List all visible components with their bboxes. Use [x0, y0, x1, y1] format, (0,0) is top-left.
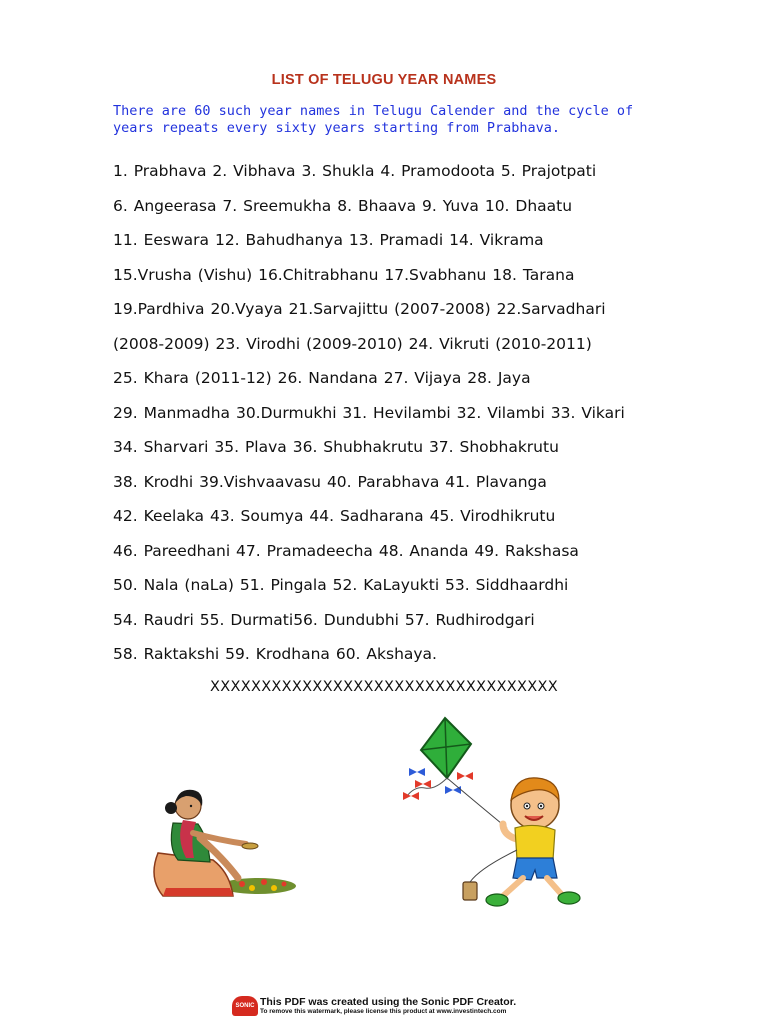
sonic-pdf-logo: SONIC PDF	[232, 996, 258, 1016]
boy-flying-kite-icon	[385, 700, 585, 915]
year-list-line: (2008-2009) 23. Virodhi (2009-2010) 24. Vikruti (2010-2011)	[113, 334, 592, 353]
year-list-line: 6. Angeerasa 7. Sreemukha 8. Bhaava 9. Yuva 10. Dhaatu	[113, 196, 573, 215]
year-list-line: 38. Krodhi 39.Vishvaavasu 40. Parabhava 41. Plavanga	[113, 472, 547, 491]
year-list-line: 46. Pareedhani 47. Pramadeecha 48. Ananda 49. Rakshasa	[113, 541, 579, 560]
year-list-line: 34. Sharvari 35. Plava 36. Shubhakrutu 37. Shobhakrutu	[113, 438, 559, 456]
intro-paragraph	[113, 103, 713, 137]
watermark-line: This PDF was created using the Sonic PDF Creator.	[260, 996, 517, 1008]
intro-line: There are 60 such year names in Telugu Calender and the cycle of	[113, 103, 634, 119]
watermark-line: To remove this watermark, please license this product at www.investintech.com	[260, 1008, 507, 1015]
year-list-line: 15.Vrusha (Vishu) 16.Chitrabhanu 17.Svabhanu 18. Tarana	[113, 265, 575, 284]
intro-line: years repeats every sixty years starting from Prabhava.	[113, 120, 561, 136]
year-list-line: 50. Nala (naLa) 51. Pingala 52. KaLayukti 53. Siddhaardhi	[113, 576, 569, 594]
year-names-list	[113, 159, 733, 677]
year-list-line: 1. Prabhava 2. Vibhava 3. Shukla 4. Pramodoota 5. Prajotpati	[113, 162, 597, 180]
separator-line: XXXXXXXXXXXXXXXXXXXXXXXXXXXXXXXXXX	[210, 679, 558, 695]
pdf-watermark	[232, 996, 562, 1029]
year-list-line: 54. Raudri 55. Durmati56. Dundubhi 57. Rudhirodgari	[113, 610, 535, 629]
year-list-line: 58. Raktakshi 59. Krodhana 60. Akshaya.	[113, 645, 437, 663]
year-list-line: 19.Pardhiva 20.Vyaya 21.Sarvajittu (2007-2008) 22.Sarvadhari	[113, 300, 606, 318]
year-list-line: 11. Eeswara 12. Bahudhanya 13. Pramadi 14. Vikrama	[113, 231, 544, 249]
year-list-line: 25. Khara (2011-12) 26. Nandana 27. Vijaya 28. Jaya	[113, 369, 531, 387]
year-list-line: 42. Keelaka 43. Soumya 44. Sadharana 45. Virodhikrutu	[113, 507, 556, 525]
year-list-line: 29. Manmadha 30.Durmukhi 31. Hevilambi 32. Vilambi 33. Vikari	[113, 403, 625, 422]
page-title: LIST OF TELUGU YEAR NAMES	[271, 72, 497, 88]
woman-drawing-rangoli-icon	[138, 778, 298, 903]
